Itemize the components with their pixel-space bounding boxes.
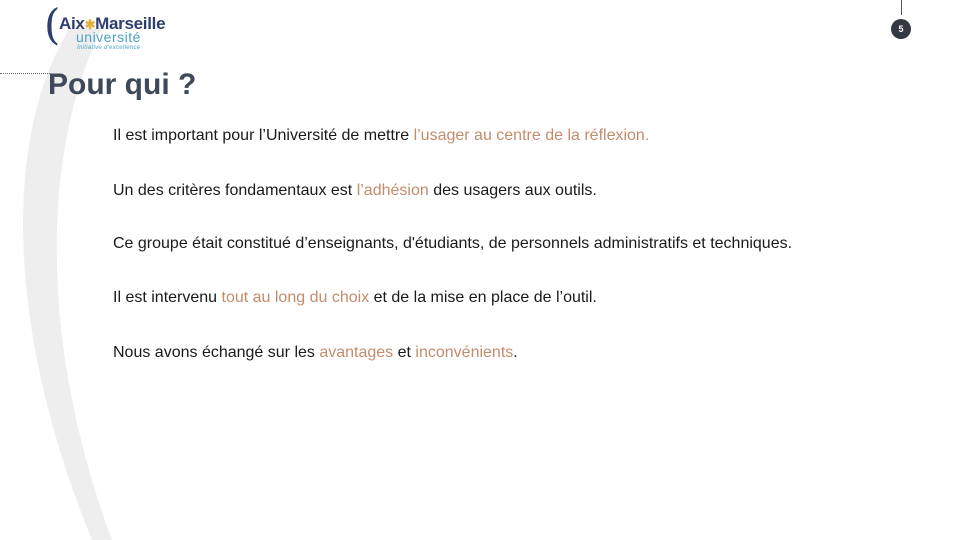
highlight-text: avantages: [319, 344, 394, 361]
title-divider: [0, 73, 50, 74]
paragraph-2: Un des critères fondamentaux est l’adhésion des usagers aux outils.: [113, 182, 597, 199]
page-number-badge: 5: [891, 19, 911, 39]
paragraph-3: Ce groupe était constitué d’enseignants, d'étudiants, de personnels administratifs et techniques.: [113, 235, 793, 252]
logo-tagline: Initiative d'excellence: [77, 45, 141, 51]
logo-parenthesis: (: [44, 0, 61, 49]
highlight-text: inconvénients: [415, 344, 514, 361]
logo-line2: université: [76, 29, 141, 45]
highlight-text: l’usager au centre de la réflexion.: [413, 127, 650, 144]
paragraph-4: Il est intervenu tout au long du choix et de la mise en place de l’outil.: [113, 289, 597, 306]
star-icon: ✱: [84, 17, 96, 32]
paragraph-1: Il est important pour l’Université de mettre l’usager au centre de la réflexion.: [113, 127, 650, 144]
highlight-text: l’adhésion: [356, 182, 429, 199]
highlight-text: tout au long du choix: [221, 289, 370, 306]
page-number-connector: [901, 0, 902, 15]
logo-line1: Aix✱Marseille: [59, 14, 166, 33]
paragraph-5: Nous avons échangé sur les avantages et inconvénients.: [113, 344, 518, 361]
university-logo: [44, 0, 174, 52]
slide-title: Pour qui ?: [48, 68, 197, 101]
